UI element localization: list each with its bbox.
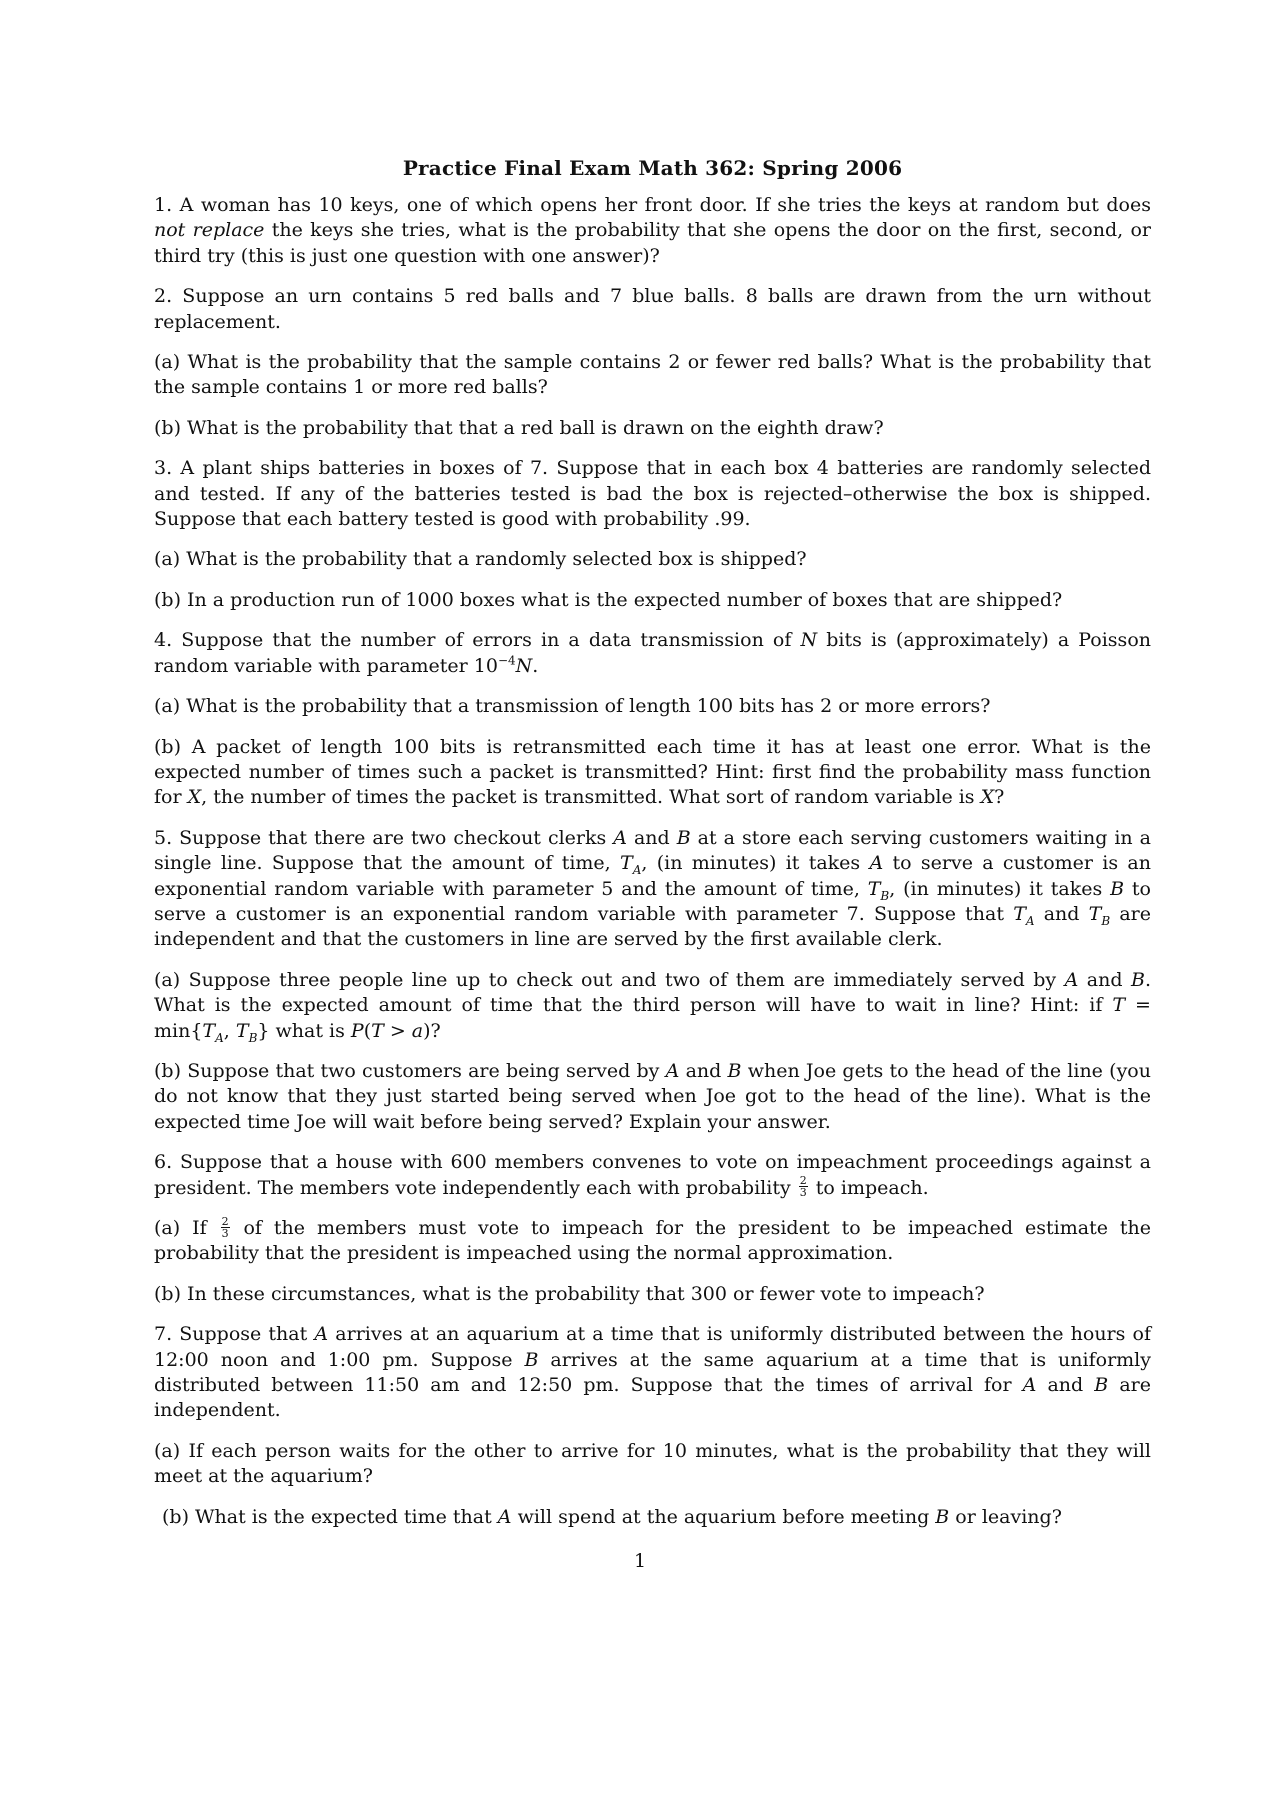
question-6: 6. Suppose that a house with 600 members convenes to vote on impeachment proceedings against a president. The members vote independently each with probability $\frac{2}{3}$ to impeach. [154,1151,1151,1200]
question-5b: (b) Suppose that two customers are being served by A and B when Joe gets to the head of the line (you do not know that they just started being served when Joe got to the head of the line). What is the expected time Joe will wait before being served? Explain your answer. [154,1059,1151,1133]
question-3: 3. A plant ships batteries in boxes of 7. Suppose that in each box 4 batteries are randomly selected and tested. If any of the batteries tested is bad the box is rejected–otherwise the box is shipped. Suppose that each battery tested is good with probability .99. [154,457,1151,531]
question-5: 5. Suppose that there are two checkout clerks A and B at a store each serving customers waiting in a single line. Suppose that the amount of time, $T_A$, (in minutes) it takes A to serve a customer is an exponential random variable with parameter 5 and the amount of time, $T_B$, (in minutes) it takes B to serve a customer is an exponential random variable with parameter 7. Suppose that $T_A$ and $T_B$ are independent and that the customers in line are served by the first available clerk. [154,826,1151,951]
page-title: Practice Final Exam Math 362: Spring 2006 [402,156,903,180]
question-6a: (a) If $\frac{2}{3}$ of the members must vote to impeach for the president to be impeached estimate the probability that the president is impeached using the normal approximation. [154,1214,1151,1265]
question-7: 7. Suppose that A arrives at an aquarium at a time that is uniformly distributed between the hours of 12:00 noon and 1:00 pm. Suppose B arrives at the same aquarium at a time that is uniformly distributed between 11:50 am and 12:50 pm. Suppose that the times of arrival for A and B are independent. [154,1323,1152,1422]
question-2: 2. Suppose an urn contains 5 red balls and 7 blue balls. 8 balls are drawn from the urn without replacement. [154,285,1151,333]
question-6b: (b) In these circumstances, what is the probability that 300 or fewer vote to impeach? [154,1282,985,1305]
question-4b: (b) A packet of length 100 bits is retransmitted each time it has at least one error. What is the expected number of times such a packet is transmitted? Hint: first find the probability mass function for X, the number of times the packet is transmitted. What sort of random variable is X? [154,735,1151,809]
fraction-two-thirds: $\frac{2}{3}$ [799,1174,807,1200]
question-7a: (a) If each person waits for the other to arrive for 10 minutes, what is the probability that they will meet at the aquarium? [154,1439,1151,1488]
question-1: 1. A woman has 10 keys, one of which opens her front door. If she tries the keys at random but does not replace the keys she tries, what is the probability that she opens the door on the first, second, or third try (this is just one question with one answer)? [154,194,1151,267]
page-number: 1 [633,1550,647,1572]
question-4a: (a) What is the probability that a transmission of length 100 bits has 2 or more errors? [154,695,991,718]
question-2b: (b) What is the probability that that a red ball is drawn on the eighth draw? [154,416,884,439]
question-3a: (a) What is the probability that a randomly selected box is shipped? [154,548,807,571]
fraction-two-thirds: $\frac{2}{3}$ [221,1214,229,1240]
question-2a: (a) What is the probability that the sample contains 2 or fewer red balls? What is the probability that the sample contains 1 or more red balls? [154,351,1151,399]
question-5a: (a) Suppose three people line up to check out and two of them are immediately served by A and B. What is the expected amount of time that the third person will have to wait in line? Hint: if $T = \min\{T_A$, $T_B$} what is P(T > a)? [154,968,1152,1045]
question-3b: (b) In a production run of 1000 boxes what is the expected number of boxes that are shipped? [154,588,1063,611]
question-4: 4. Suppose that the number of errors in a data transmission of N bits is (approximately) a Poisson random variable with parameter $10^{-4}N$. [154,629,1151,677]
question-7b: (b) What is the expected time that A will spend at the aquarium before meeting B or leaving? [162,1505,1062,1528]
exam-page [154,155,1151,1530]
